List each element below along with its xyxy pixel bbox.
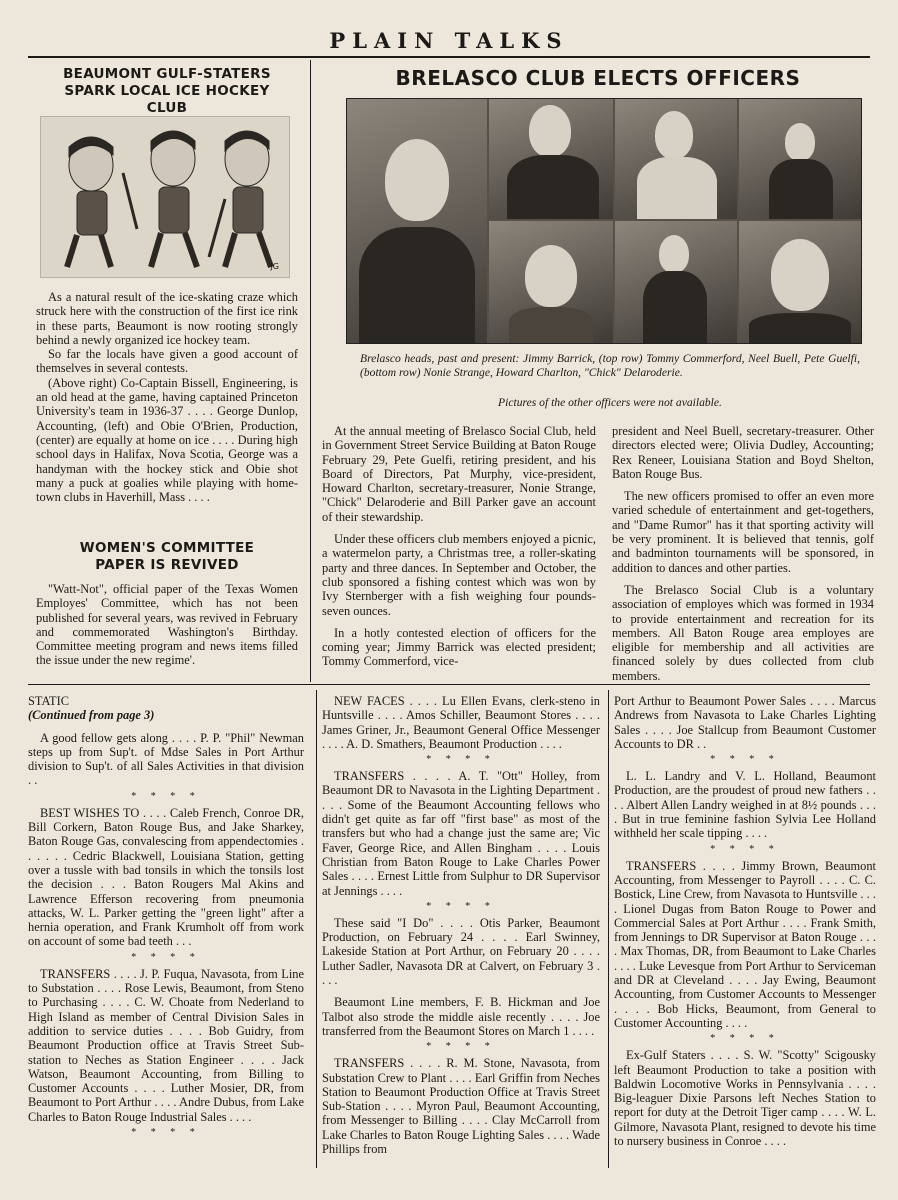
column-divider-top: [310, 60, 311, 682]
artist-mark: JG: [270, 262, 279, 271]
photo-tommy-commerford: [489, 99, 613, 219]
static-item: Beaumont Line members, F. B. Hickman and Joe Talbot also strode the middle aisle recently . . . . Joe transferred from the Beaumont Stores on March 1 . . . .: [322, 995, 600, 1038]
static-item: Ex-Gulf Staters . . . . S. W. "Scotty" Scigousky left Beaumont Production to take a position with Baldwin Locomotive Works in Pennsylvania . . . . Big-leaguer Dixie Parsons left Neches Station to report for duty at the Detroit Tiger camp . . . . W. L. Gilmore, Navasota Plant, resigned to devote his time to nursery business in Conroe . . . .: [614, 1048, 876, 1149]
officers-photo-collage: [346, 98, 862, 344]
photo-pete-guelfi: [739, 99, 861, 219]
static-item: A good fellow gets along . . . . P. P. "Phil" Newman steps up from Sup't. of Mdse Sales in Port Arthur division to Sup't. of all Sales Activities in that division . .: [28, 730, 304, 788]
separator-stars: * * * *: [131, 1127, 201, 1139]
separator-stars: * * * *: [426, 754, 496, 766]
hockey-paragraph: As a natural result of the ice-skating craze which struck here with the construction of the first ice rink in these parts, Beaumont is now rooting strongly behind a newly organized ice hockey team.: [36, 290, 298, 347]
hockey-body: [36, 290, 298, 512]
separator-stars: * * * *: [426, 900, 496, 912]
brelasco-paragraph: president and Neel Buell, secretary-treasurer. Other directors elected were; Olivia Dudley, Accounting; Rex Reneer, Louisiana Station and Boyd Shelton, Baton Rouge Bus.: [612, 424, 874, 481]
brelasco-column-2: [612, 424, 874, 691]
photo-chick-delaroderie: [739, 221, 861, 343]
brelasco-paragraph: In a hotly contested election of officers for the coming year; Jimmy Barrick was elected president; Tommy Commerford, vice-: [322, 625, 596, 669]
brelasco-column-1: [322, 424, 596, 677]
static-item: TRANSFERS . . . . Jimmy Brown, Beaumont Accounting, from Messenger to Payroll . . . . C. C. Bostick, Line Crew, from Navasota to Huntsville . . . . Lionel Dugas from Baton Rouge to Power and Commercial Sales at Port Arthur . . . . Frank Smith, from Jennings to DR Supervisor at Baton Rouge . . . . Max Thomas, DR, from Beaumont to Lake Charles . . . . Luke Levesque from Port Arthur to Serviceman and DR at Cleveland . . . . Jay Ewing, Beaumont Accounting, from Customer Accounts to Messenger . . . . Bob Hicks, Beaumont, from General to Customer Accounting . . . .: [614, 858, 876, 1030]
photo-jimmy-barrick: [347, 99, 487, 343]
static-item: L. L. Landry and V. L. Holland, Beaumont Production, are the proudest of proud new fathers . . . . Albert Allen Landry weighed in at 8½ pounds . . . . But in true feminine fashion Sylvia Lee Holland withheld her scale tipping . . . .: [614, 769, 876, 841]
column-divider-bottom-1: [316, 690, 317, 1168]
brelasco-paragraph: The Brelasco Social Club is a voluntary association of employes which was formed in 1934 to provide entertainment and recreation for its members. All Baton Rouge area employes are eligible for membership and all activities are financed solely by dues collected from club members.: [612, 582, 874, 683]
separator-stars: * * * *: [710, 843, 780, 855]
static-column-2: [322, 694, 600, 1164]
photo-caption: Brelasco heads, past and present: Jimmy Barrick, (top row) Tommy Commerford, Neel Buell, Pete Guelfi, (bottom row) Nonie Strange, Howard Charlton, "Chick" Delaroderie.: [360, 352, 860, 379]
separator-stars: * * * *: [426, 1041, 496, 1053]
hockey-paragraph: So far the locals have given a good account of themselves in several contests.: [36, 347, 298, 376]
brelasco-headline: BRELASCO CLUB ELECTS OFFICERS: [395, 66, 801, 90]
static-title: STATIC: [28, 694, 69, 708]
photo-howard-charlton: [615, 221, 737, 343]
hockey-players-illustration: [41, 117, 289, 277]
photo-nonie-strange: [489, 221, 613, 343]
separator-stars: * * * *: [131, 790, 201, 802]
hockey-paragraph: (Above right) Co-Captain Bissell, Engineering, is an old head at the game, having captained Princeton University's team in 1936-37 . . . . George Dunlop, Accounting, (left) and Obie O'Brien, Production, (center) are equally at home on ice . . . . During high school days in Halifax, Nova Scotia, George was a handyman with the hockey stick and Obie shot many a puck at goalies while playing with home-town clubs in Haverhill, Mass . . . .: [36, 375, 298, 505]
static-column-1: [28, 694, 304, 1142]
static-item: These said "I Do" . . . . Otis Parker, Beaumont Production, on February 24 . . . . Earl Swinney, Lakeside Station at Port Arthur, on February 20 . . . . Luther Sadler, Navasota DR at Calvert, on February 3 . . . .: [322, 915, 600, 988]
hockey-headline: BEAUMONT GULF-STATERS SPARK LOCAL ICE HOCKEY CLUB: [63, 66, 271, 116]
womens-article: [36, 540, 298, 676]
static-continued: (Continued from page 3): [28, 708, 155, 723]
hockey-cartoon: [40, 116, 290, 278]
photo-neel-buell: [615, 99, 737, 219]
static-item: TRANSFERS . . . . R. M. Stone, Navasota, from Substation Crew to Plant . . . . Earl Griffin from Neches Station to Beaumont Production Office at Travis Street Sub-Station . . . . Myron Paul, Beaumont Accounting, from Messenger to Billing . . . . Clay McCarroll from Lake Charles to Baton Rouge Lighting Sales . . . . Wade Phillips from: [322, 1056, 600, 1157]
hockey-article: [36, 66, 298, 117]
static-column-3: [614, 694, 876, 1156]
separator-stars: * * * *: [131, 951, 201, 963]
static-item: TRANSFERS . . . . A. T. "Ott" Holley, from Beaumont DR to Navasota in the Lighting Department . . . . Some of the Beaumont Accounting fellows who didn't get quite as far off "first base" as most of the transfers but who had a change just the same are; Vic Faver, George Rice, and Allen Bingham . . . . Louis Christian from Baton Rouge to Lake Charles Power Sales . . . . Ernest Little from Sulphur to DR Supervisor at Jennings . . . .: [322, 769, 600, 898]
static-item: BEST WISHES TO . . . . Caleb French, Conroe DR, Bill Corkern, Baton Rouge Bus, and Jake Sharkey, Baton Rouge Gas, convalescing from appendectomies . . . . . . Cedric Blackwell, Louisiana Station, getting over a tussle with bad tonsils in which the tonsils lost the decision . . . Baton Rougers Mal Akins and Lawrence Efferson recovering from pneumonia attacks, W. L. Parker getting the "green light" after a hernia operation, and Frank Krumholt off from work on account of some bad teeth . . .: [28, 805, 304, 949]
separator-stars: * * * *: [710, 1033, 780, 1045]
womens-paragraph: "Watt-Not", official paper of the Texas Women Employes' Committee, which has not been published for several years, was revived in February and commemorated Washington's Birthday. Committee meeting program and news items filled the issue under the new regime'.: [36, 582, 298, 668]
separator-stars: * * * *: [710, 754, 780, 766]
brelasco-paragraph: Under these officers club members enjoyed a picnic, a watermelon party, a Christmas tree, a roller-skating party and three dances. In September and October, the club sponsored a fishing contest which was won by Ivy Sternberger with a fish weighing four pounds-seven ounces.: [322, 532, 596, 618]
static-item: TRANSFERS . . . . J. P. Fuqua, Navasota, from Line to Substation . . . . Rose Lewis, Beaumont, from Steno to Purchasing . . . . C. W. Choate from Nederland to High Island as member of Central Division Sales in addition to service duties . . . . Bob Guidry, from Beaumont Production office at Travis Street Sub-station to Neches as Station Engineer . . . . Jack Watson, Beaumont Accounting, from Billing to Customer Accounts . . . . Luther Mosier, DR, from Beaumont to Port Arthur . . . . Andre Dubus, from Lake Charles to Baton Rouge Industrial Sales . . . .: [28, 966, 304, 1124]
womens-headline: WOMEN'S COMMITTEE PAPER IS REVIVED: [79, 540, 255, 573]
static-item: NEW FACES . . . . Lu Ellen Evans, clerk-steno in Huntsville . . . . Amos Schiller, Beaumont Stores . . . . James Griner, Jr., Beaumont General Office Messenger . . . . A. D. Smathers, Beaumont Production . . . .: [322, 694, 600, 751]
static-item: Port Arthur to Beaumont Power Sales . . . . Marcus Andrews from Navasota to Lake Charles Lighting Sales . . . . Joe Stallcup from Beaumont Customer Accounts to DR . .: [614, 694, 876, 751]
masthead-title: PLAIN TALKS: [329, 28, 569, 53]
photo-caption-note: Pictures of the other officers were not available.: [498, 396, 722, 409]
masthead-rule: [28, 56, 870, 58]
brelasco-paragraph: The new officers promised to offer an even more varied schedule of entertainment and get-togethers, and "Dame Rumor" has it that sporting activity will be very prominent. It is believed that tennis, golf and badminton tournaments will be sponsored, in addition to dances and other parties.: [612, 489, 874, 575]
brelasco-paragraph: At the annual meeting of Brelasco Social Club, held in Government Street Service Building at Baton Rouge February 29, Pete Guelfi, retiring president, and his Board of Directors, Pat Murphy, vice-president, Howard Charlton, secretary-treasurer, Nonie Strange, "Chick" Delaroderie and Bill Parker gave an account of their stewardship.: [322, 424, 596, 524]
column-divider-bottom-2: [608, 690, 609, 1168]
